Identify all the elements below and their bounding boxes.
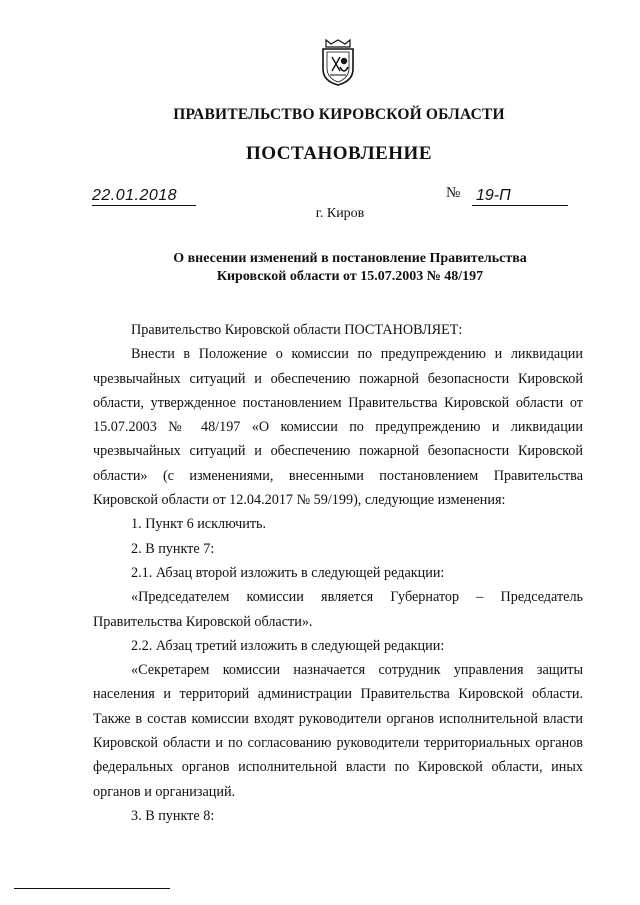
paragraph-item-2-2: 2.2. Абзац третий изложить в следующей редакции: <box>131 637 445 654</box>
paragraph-item-2: 2. В пункте 7: <box>131 540 215 557</box>
number-sign: № <box>446 185 461 201</box>
document-number: 19-П <box>472 187 568 206</box>
paragraph-amendments: Внести в Положение о комиссии по предупреждению и ликвидации чрезвычайных ситуаций и обеспечению пожарной безопасности Кировской области, утвержденное постановлением Правительства Кировской области от 15.07.2003 № 48/197 «О комиссии по предупреждению и ликвидации чрезвычайных ситуаций и обеспечению пожарной безопасности Кировской области» (с изменениями, внесенными постановлением Правительства Кировской области от 12.04.2017 № 59/199), следующие изменения: <box>93 346 583 509</box>
paragraph-item-3: 3. В пункте 8: <box>131 807 215 824</box>
city: г. Киров <box>315 206 365 221</box>
paragraph-chairman: «Председателем комиссии является Губернатор – Председатель Правительства Кировской области». <box>93 589 583 630</box>
paragraph-decree: Правительство Кировской области ПОСТАНОВЛЯЕТ: <box>131 322 463 338</box>
document-date: 22.01.2018 <box>92 187 196 206</box>
document-body <box>93 318 583 828</box>
paragraph-item-2-1: 2.1. Абзац второй изложить в следующей редакции: <box>131 564 445 581</box>
organization-title: ПРАВИТЕЛЬСТВО КИРОВСКОЙ ОБЛАСТИ <box>173 106 505 123</box>
paragraph-secretary: «Секретарем комиссии назначается сотрудник управления защиты населения и территорий администрации Правительства Кировской области. Также в состав комиссии входят руководители органов исполнительной власти Кировской области и по согласованию руководители территориальных органов федеральных органов исполнительной власти по Кировской области, иных органов и организаций. <box>93 662 583 800</box>
footnote-divider <box>14 888 170 889</box>
paragraph-item-1: 1. Пункт 6 исключить. <box>131 516 267 533</box>
document-type: ПОСТАНОВЛЕНИЕ <box>245 143 433 164</box>
document-subject <box>140 250 560 286</box>
subject-line-2: Кировской области от 15.07.2003 № 48/197 <box>216 269 484 284</box>
subject-line-1: О внесении изменений в постановление Правительства <box>173 251 527 266</box>
coat-of-arms-icon <box>318 37 358 87</box>
